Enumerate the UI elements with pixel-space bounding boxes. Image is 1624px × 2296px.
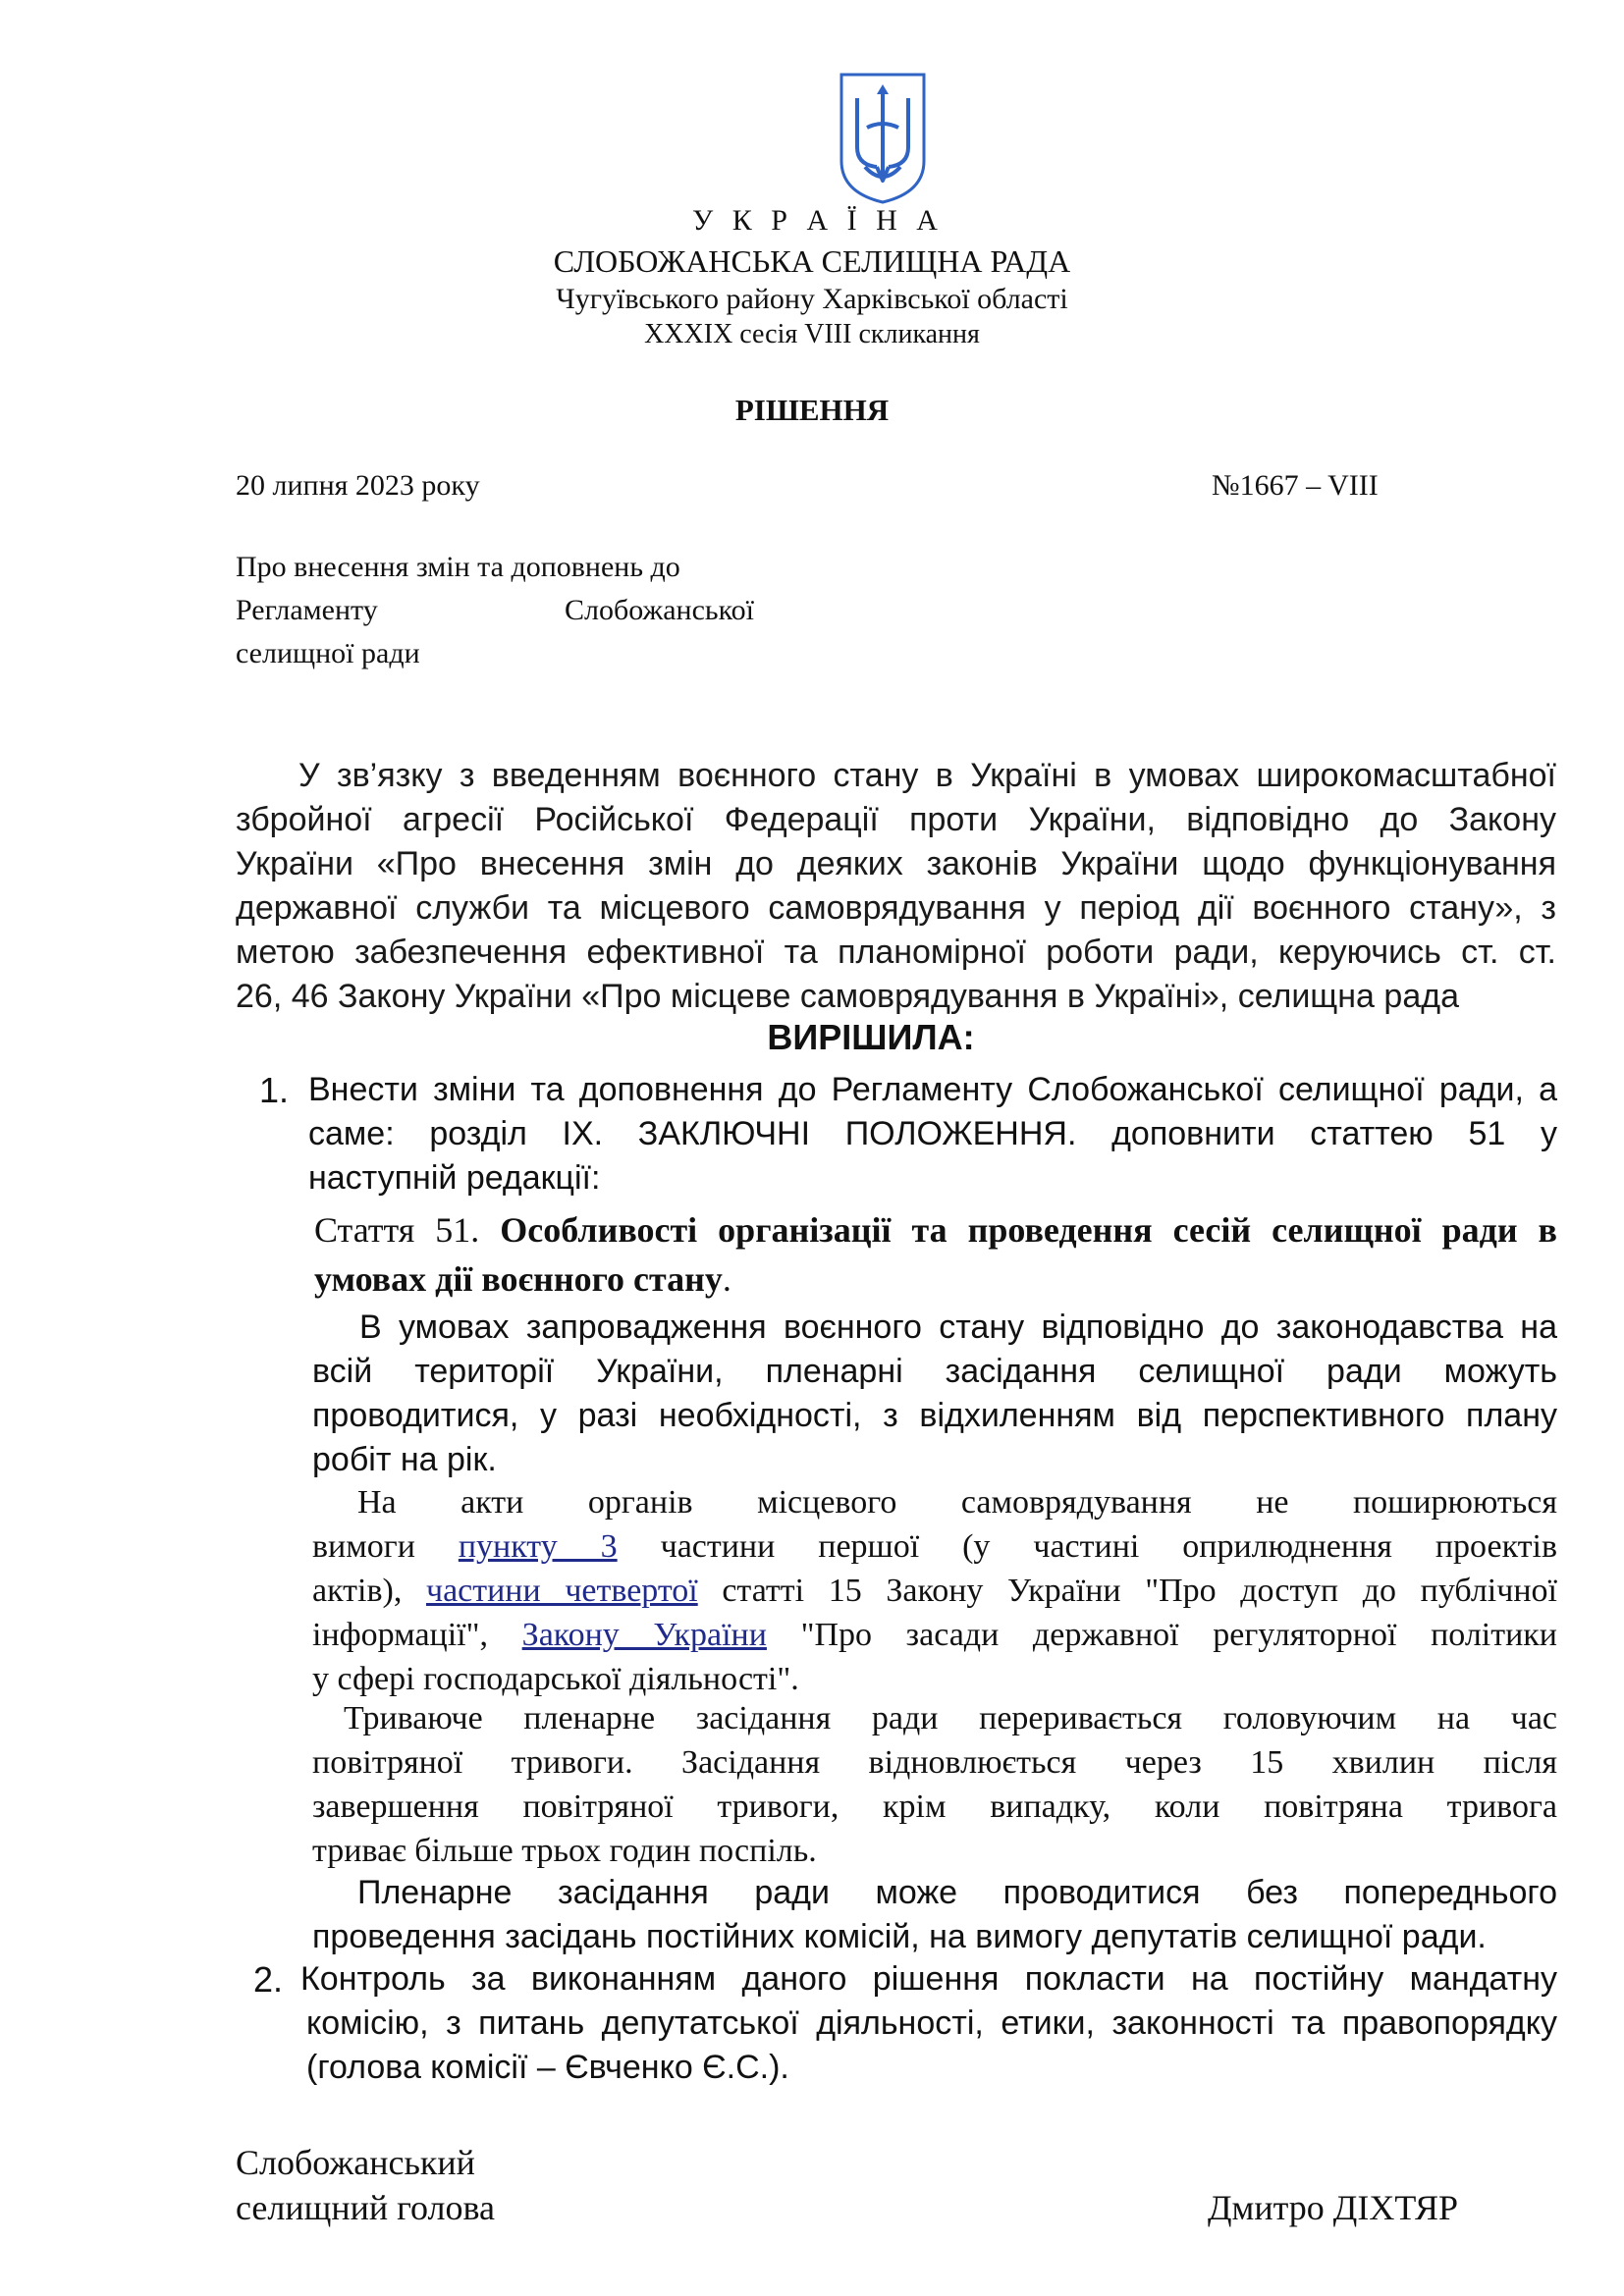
preamble [236, 754, 1556, 1019]
item-1-line: наступній редакції: [308, 1159, 601, 1197]
preamble-line: У зв’язку з введенням воєнного стану в Україні в умовах широкомасштабної [298, 757, 1556, 794]
decision-subject [236, 546, 754, 675]
subject-line-2a: Регламенту [236, 594, 378, 626]
article-p4-line: Пленарне засідання ради може проводитися без попереднього [357, 1874, 1557, 1911]
article-p2-line: На акти органів місцевого самоврядування не поширюються [357, 1484, 1557, 1521]
coat-of-arms-icon [838, 71, 928, 206]
article-p1-line: В умовах запровадження воєнного стану відповідно до законодавства на [359, 1308, 1557, 1346]
subject-line-2b: Слобожанської [565, 594, 754, 626]
article-p3-line: Триваюче пленарне засідання ради переривається головуючим на час [344, 1700, 1557, 1736]
article-title-cont: умовах дії воєнного стану [314, 1259, 723, 1299]
signatory-name: Дмитро ДІХТЯР [1208, 2188, 1458, 2227]
item-2-text [300, 1957, 1557, 2090]
preamble-line: метою забезпечення ефективної та планомірної роботи ради, керуючись ст. ст. [236, 934, 1556, 971]
article-number: Стаття 51. [314, 1210, 501, 1250]
item-1-line: саме: розділ IX. ЗАКЛЮЧНІ ПОЛОЖЕННЯ. доповнити статтею 51 у [308, 1115, 1557, 1152]
article-paragraph-2: На акти органів місцевого самоврядування не поширюються вимоги пункту 3 частини першої (у частині оприлюднення проектів актів), частини четвертої статті 15 Закону України "Про доступ до публічної інформації", Закону України "Про засади державної регуляторної політики у сфері господарської діяльності". [312, 1480, 1557, 1701]
item-2-line: Контроль за виконанням даного рішення покласти на постійну мандатну [300, 1960, 1557, 1998]
item-2-number: 2. [253, 1959, 284, 2000]
link-law-of-ukraine[interactable]: Закону України [521, 1617, 767, 1653]
article-heading: Стаття 51. Особливості організації та проведення сесій селищної ради в умовах дії воєнного стану. [314, 1210, 1557, 1299]
article-p1-line: проводитися, у разі необхідності, з відхиленням від перспективного плану [312, 1397, 1557, 1434]
subject-line-3: селищної ради [236, 637, 420, 669]
article-paragraph-3 [312, 1696, 1557, 1873]
preamble-line: збройної агресії Російської Федерації проти України, відповідно до Закону [236, 801, 1556, 838]
article-p3-line: триває більше трьох годин поспіль. [312, 1833, 817, 1869]
article-p4-line: проведення засідань постійних комісій, на вимогу депутатів селищної ради. [312, 1918, 1487, 1955]
country-title: У К Р А Ї Н А [692, 204, 944, 237]
document-type-title: РІШЕННЯ [734, 393, 890, 427]
item-1-text [308, 1068, 1557, 1201]
article-p3-line: завершення повітряної тривоги, крім випадку, коли повітряна тривога [312, 1789, 1557, 1825]
preamble-line: державної служби та місцевого самоврядування у період дії воєнного стану», з [236, 889, 1556, 927]
link-part-four[interactable]: частини четвертої [425, 1573, 698, 1609]
preamble-line: України «Про внесення змін до деяких законів України щодо функціонування [236, 845, 1556, 882]
decision-number: №1667 – VIII [1212, 469, 1379, 502]
district-name: Чугуївського району Харківської області [556, 283, 1068, 315]
signature-title-line-1: Слобожанський [236, 2143, 475, 2182]
item-1-line: Внести зміни та доповнення до Регламенту Слобожанської селищної ради, а [308, 1071, 1557, 1108]
subject-line-1: Про внесення змін та доповнень до [236, 551, 680, 583]
article-paragraph-1 [312, 1306, 1557, 1482]
signature-title [236, 2140, 495, 2230]
item-1-number: 1. [259, 1070, 290, 1110]
article-p2-line: у сфері господарської діяльності". [312, 1661, 799, 1697]
article-p1-line: всій території України, пленарні засідання селищної ради можуть [312, 1353, 1557, 1390]
item-2-line: (голова комісії – Євченко Є.С.). [306, 2049, 789, 2086]
article-paragraph-4 [312, 1871, 1557, 1959]
article-title: Особливості організації та проведення сесій селищної ради в [500, 1210, 1557, 1250]
council-name: СЛОБОЖАНСЬКА СЕЛИЩНА РАДА [553, 243, 1071, 279]
preamble-line: 26, 46 Закону України «Про місцеве самоврядування в Україні», селищна рада [236, 978, 1459, 1015]
item-2-line: комісію, з питань депутатської діяльності, етики, законності та правопорядку [306, 2004, 1557, 2042]
session-info: XXXIX сесія VIII скликання [644, 319, 980, 349]
decided-heading: ВИРІШИЛА: [767, 1017, 975, 1057]
article-p3-line: повітряної тривоги. Засідання відновлюється через 15 хвилин після [312, 1744, 1557, 1781]
link-paragraph-3[interactable]: пункту 3 [458, 1528, 618, 1565]
signature-title-line-2: селищний голова [236, 2188, 496, 2227]
article-p1-line: робіт на рік. [312, 1441, 497, 1478]
decision-date: 20 липня 2023 року [236, 469, 480, 502]
